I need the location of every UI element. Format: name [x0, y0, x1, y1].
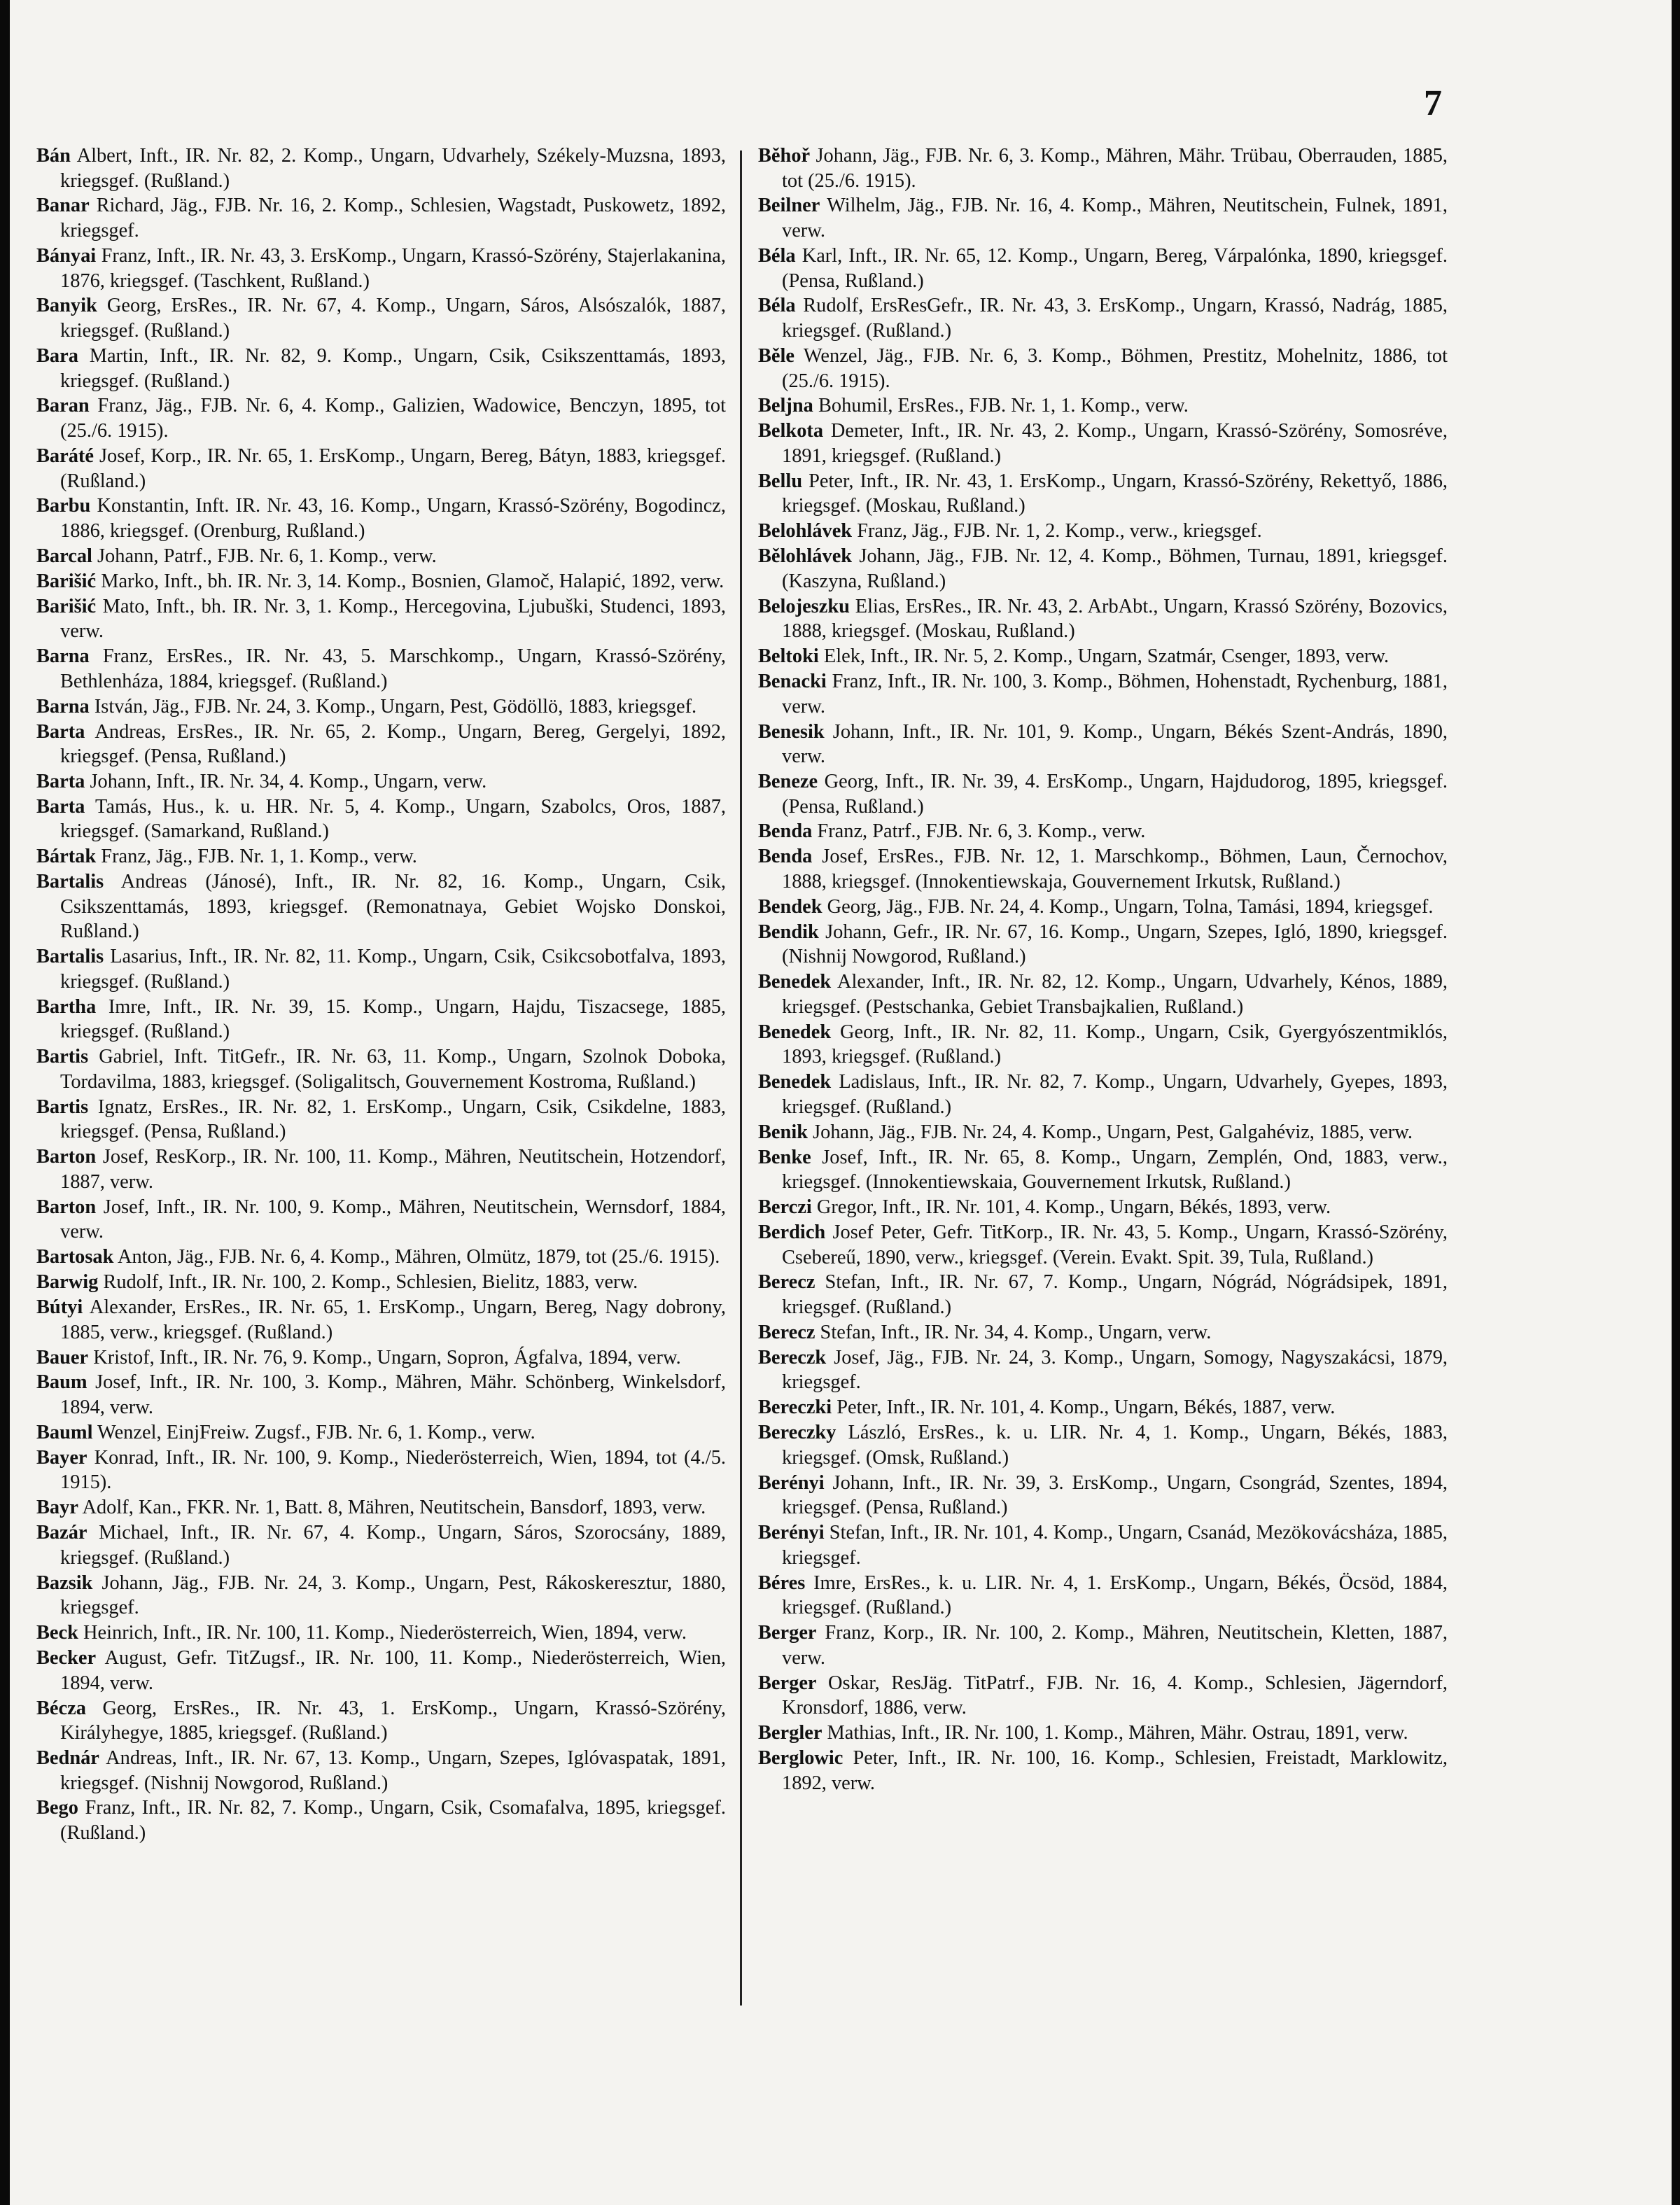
entry-surname: Barišić — [36, 595, 97, 617]
entry-details: Karl, Inft., IR. Nr. 65, 12. Komp., Ungarn, Bereg, Várpalónka, 1890, kriegsgef. (Pensa, Rußland.) — [782, 244, 1448, 292]
entry-details: Josef, Inft., IR. Nr. 65, 8. Komp., Ungarn, Zemplén, Ond, 1883, verw., kriegsgef. (Innokentiewskaia, Gouvernement Irkutsk, Rußland.) — [782, 1146, 1448, 1194]
entry-details: Heinrich, Inft., IR. Nr. 100, 11. Komp., Niederösterreich, Wien, 1894, verw. — [78, 1622, 687, 1644]
entry-surname: Barišić — [36, 570, 97, 592]
entry-surname: Bútyi — [36, 1296, 83, 1319]
right-column — [758, 144, 1448, 1795]
list-entry — [758, 1320, 1448, 1345]
entry-details: Georg, ErsRes., IR. Nr. 43, 1. ErsKomp., Ungarn, Krassó-Szörény, Királyhegye, 1885, kriegsgef. (Rußland.) — [60, 1697, 726, 1744]
entry-surname: Baum — [36, 1371, 88, 1394]
entry-details: Johann, Jäg., FJB. Nr. 6, 3. Komp., Mähren, Mähr. Trübau, Oberrauden, 1885, tot (25./6. 1915). — [782, 145, 1448, 192]
entry-details: Tamás, Hus., k. u. HR. Nr. 5, 4. Komp., Ungarn, Szabolcs, Oros, 1887, kriegsgef. (Samarkand, Rußland.) — [60, 795, 726, 843]
entry-surname: Bělohlávek — [758, 545, 853, 568]
entry-details: Andreas, Inft., IR. Nr. 67, 13. Komp., Ungarn, Szepes, Iglóvaspatak, 1891, kriegsgef. (Nishnij Nowgorod, Rußland.) — [60, 1746, 726, 1794]
list-entry — [758, 1145, 1448, 1195]
entry-surname: Bartalis — [36, 946, 104, 968]
entry-surname: Barton — [36, 1146, 97, 1168]
entry-details: Franz, Korp., IR. Nr. 100, 2. Komp., Mähren, Neutitschein, Kletten, 1887, verw. — [782, 1622, 1448, 1669]
list-entry — [36, 1245, 726, 1270]
entry-surname: Beljna — [758, 395, 813, 417]
list-entry — [758, 1571, 1448, 1620]
list-entry — [36, 1520, 726, 1570]
entry-details: Georg, Jäg., FJB. Nr. 24, 4. Komp., Ungarn, Tolna, Tamási, 1894, kriegsgef. — [822, 895, 1434, 918]
entry-surname: Barta — [36, 720, 85, 743]
entry-surname: Berecz — [758, 1321, 816, 1343]
list-entry — [36, 1620, 726, 1646]
entry-details: Lasarius, Inft., IR. Nr. 82, 11. Komp., Ungarn, Csik, Csikcsobotfalva, 1893, kriegsgef. (Rußland.) — [60, 946, 726, 993]
entry-details: Josef, Inft., IR. Nr. 100, 9. Komp., Mähren, Neutitschein, Wernsdorf, 1884, verw. — [60, 1196, 726, 1243]
entry-details: Franz, Inft., IR. Nr. 43, 3. ErsKomp., Ungarn, Krassó-Szörény, Stajerlakanina, 1876, kriegsgef. (Taschkent, Rußland.) — [60, 244, 726, 292]
entry-surname: Bego — [36, 1797, 78, 1819]
list-entry — [36, 1370, 726, 1420]
list-entry — [758, 920, 1448, 969]
entry-surname: Bereczk — [758, 1346, 827, 1368]
entry-surname: Benke — [758, 1146, 811, 1168]
list-entry — [36, 844, 726, 869]
entry-surname: Bara — [36, 344, 78, 367]
list-entry — [36, 1270, 726, 1295]
entry-surname: Béres — [758, 1572, 806, 1594]
list-entry — [758, 1420, 1448, 1470]
list-entry — [758, 519, 1448, 544]
entry-details: Kristof, Inft., IR. Nr. 76, 9. Komp., Ungarn, Sopron, Ágfalva, 1894, verw. — [88, 1346, 681, 1368]
entry-details: Josef, ErsRes., FJB. Nr. 12, 1. Marschkomp., Böhmen, Laun, Černochov, 1888, kriegsgef. (Innokentiewskaja, Gouvernement Irkutsk, Rußland.) — [782, 846, 1448, 892]
entry-surname: Bereczky — [758, 1422, 836, 1444]
entry-surname: Bayer — [36, 1446, 88, 1469]
entry-details: Georg, Inft., IR. Nr. 82, 11. Komp., Ungarn, Csik, Gyergyószentmiklós, 1893, kriegsgef. (Rußland.) — [782, 1021, 1448, 1068]
entry-details: Stefan, Inft., IR. Nr. 101, 4. Komp., Ungarn, Csanád, Mezökovácsháza, 1885, kriegsgef. — [782, 1522, 1448, 1569]
list-entry — [758, 393, 1448, 419]
list-entry — [36, 1044, 726, 1094]
entry-details: Bohumil, ErsRes., FJB. Nr. 1, 1. Komp., verw. — [813, 395, 1189, 417]
list-entry — [758, 1345, 1448, 1395]
entry-surname: Berglowic — [758, 1746, 844, 1769]
entry-details: Josef, ResKorp., IR. Nr. 100, 11. Komp., Mähren, Neutitschein, Hotzendorf, 1887, verw. — [60, 1146, 726, 1193]
list-entry — [36, 344, 726, 393]
entry-details: Imre, ErsRes., k. u. LIR. Nr. 4, 1. ErsKomp., Ungarn, Békés, Öcsöd, 1884, kriegsgef. (Rußland.) — [782, 1572, 1448, 1619]
entry-details: Wenzel, EinjFreiw. Zugsf., FJB. Nr. 6, 1. Komp., verw. — [92, 1421, 536, 1443]
list-entry — [758, 1020, 1448, 1070]
list-entry — [758, 895, 1448, 920]
entry-details: Johann, Inft., IR. Nr. 34, 4. Komp., Ungarn, verw. — [85, 771, 487, 792]
list-entry — [758, 1471, 1448, 1520]
entry-surname: Bécza — [36, 1697, 86, 1719]
list-entry — [758, 1395, 1448, 1420]
entry-surname: Berényi — [758, 1522, 825, 1544]
entry-details: Alexander, Inft., IR. Nr. 82, 12. Komp., Ungarn, Udvarhely, Kénos, 1889, kriegsgef. (Pestschanka, Gebiet Transbajkalien, Rußland.) — [782, 971, 1448, 1018]
scan-edge-right — [1672, 0, 1680, 2205]
entry-details: Oskar, ResJäg. TitPatrf., FJB. Nr. 16, 4. Komp., Schlesien, Jägerndorf, Kronsdorf, 1886, verw. — [782, 1672, 1448, 1719]
list-entry — [36, 393, 726, 443]
entry-details: Franz, Jäg., FJB. Nr. 1, 2. Komp., verw., kriegsgef. — [852, 520, 1262, 542]
entry-details: László, ErsRes., k. u. LIR. Nr. 4, 1. Komp., Ungarn, Békés, 1883, kriegsgef. (Omsk, Rußland.) — [782, 1422, 1448, 1469]
list-entry — [36, 1571, 726, 1620]
list-entry — [758, 1220, 1448, 1270]
entry-details: Franz, ErsRes., IR. Nr. 43, 5. Marschkomp., Ungarn, Krassó-Szörény, Bethlenháza, 1884, kriegsgef. (Rußland.) — [60, 645, 726, 692]
entry-details: Franz, Patrf., FJB. Nr. 6, 3. Komp., verw. — [812, 820, 1146, 843]
entry-details: Adolf, Kan., FKR. Nr. 1, Batt. 8, Mähren, Neutitschein, Bansdorf, 1893, verw. — [78, 1497, 706, 1519]
list-entry — [758, 344, 1448, 393]
entry-details: Mato, Inft., bh. IR. Nr. 3, 1. Komp., Hercegovina, Ljubuški, Studenci, 1893, verw. — [60, 595, 726, 643]
entry-surname: Baráté — [36, 444, 94, 467]
list-entry — [758, 644, 1448, 669]
list-entry — [36, 444, 726, 493]
entry-surname: Benacki — [758, 671, 827, 693]
entry-surname: Benik — [758, 1121, 808, 1143]
list-entry — [758, 1070, 1448, 1119]
list-entry — [758, 469, 1448, 519]
entry-details: Rudolf, ErsResGefr., IR. Nr. 43, 3. ErsKomp., Ungarn, Krassó, Nadrág, 1885, kriegsgef. (Rußland.) — [782, 295, 1448, 342]
entry-surname: Barta — [36, 795, 85, 818]
list-entry — [758, 1746, 1448, 1795]
entry-surname: Bayr — [36, 1497, 78, 1519]
list-entry — [36, 694, 726, 720]
list-entry — [36, 1795, 726, 1845]
entry-details: Martin, Inft., IR. Nr. 82, 9. Komp., Ungarn, Csik, Csikszenttamás, 1893, kriegsgef. (Rußland.) — [60, 344, 726, 392]
entry-surname: Banar — [36, 195, 90, 217]
entry-surname: Becker — [36, 1647, 97, 1670]
entry-details: Georg, Inft., IR. Nr. 39, 4. ErsKomp., Ungarn, Hajdudorog, 1895, kriegsgef. (Pensa, Rußland.) — [782, 771, 1448, 818]
entry-surname: Belohlávek — [758, 520, 853, 542]
entry-surname: Barcal — [36, 545, 92, 567]
entry-details: Johann, Inft., IR. Nr. 39, 3. ErsKomp., Ungarn, Csongrád, Szentes, 1894, kriegsgef. (Pensa, Rußland.) — [782, 1471, 1448, 1519]
list-entry — [758, 1721, 1448, 1746]
entry-details: Stefan, Inft., IR. Nr. 34, 4. Komp., Ungarn, verw. — [815, 1321, 1212, 1343]
list-entry — [758, 819, 1448, 844]
list-entry — [36, 1195, 726, 1245]
entry-details: Franz, Inft., IR. Nr. 82, 7. Komp., Ungarn, Csik, Csomafalva, 1895, kriegsgef. (Rußland.) — [60, 1797, 726, 1844]
entry-surname: Bergler — [758, 1722, 822, 1744]
entry-surname: Belkota — [758, 420, 824, 442]
list-entry — [36, 1420, 726, 1446]
entry-details: Josef, Jäg., FJB. Nr. 24, 3. Komp., Ungarn, Somogy, Nagyszakácsi, 1879, kriegsgef. — [782, 1346, 1448, 1394]
entry-details: Demeter, Inft., IR. Nr. 43, 2. Komp., Ungarn, Krassó-Szörény, Somosréve, 1891, kriegsgef. (Rußland.) — [782, 420, 1448, 467]
list-entry — [758, 769, 1448, 819]
entry-surname: Barbu — [36, 495, 91, 517]
list-entry — [758, 1195, 1448, 1220]
entry-details: Elek, Inft., IR. Nr. 5, 2. Komp., Ungarn, Szatmár, Csenger, 1893, verw. — [818, 645, 1390, 668]
entry-details: Peter, Inft., IR. Nr. 43, 1. ErsKomp., Ungarn, Krassó-Szörény, Rekettyő, 1886, kriegsgef. (Moskau, Rußland.) — [782, 470, 1448, 517]
list-entry — [36, 1144, 726, 1194]
page-number: 7 — [1424, 83, 1442, 123]
list-entry — [758, 144, 1448, 193]
entry-details: Peter, Inft., IR. Nr. 101, 4. Komp., Ungarn, Békés, 1887, verw. — [832, 1396, 1336, 1419]
entry-surname: Bednár — [36, 1746, 99, 1769]
list-entry — [36, 1446, 726, 1495]
entry-surname: Beneze — [758, 771, 818, 792]
list-entry — [758, 193, 1448, 243]
entry-surname: Béla — [758, 295, 796, 317]
list-entry — [36, 944, 726, 994]
list-entry — [36, 594, 726, 644]
list-entry — [758, 594, 1448, 644]
list-entry — [36, 644, 726, 694]
entry-surname: Bauer — [36, 1346, 89, 1368]
entry-surname: Barna — [36, 695, 90, 718]
entry-surname: Beltoki — [758, 645, 819, 668]
list-entry — [36, 1295, 726, 1345]
list-entry — [36, 1646, 726, 1695]
list-entry — [36, 995, 726, 1044]
entry-surname: Benedek — [758, 971, 832, 993]
list-entry — [36, 293, 726, 343]
entry-surname: Běhoř — [758, 145, 811, 167]
list-entry — [36, 569, 726, 594]
list-entry — [36, 869, 726, 944]
entry-surname: Bártak — [36, 846, 97, 868]
entry-details: August, Gefr. TitZugsf., IR. Nr. 100, 11. Komp., Niederösterreich, Wien, 1894, verw. — [60, 1647, 726, 1694]
entry-surname: Bányai — [36, 244, 97, 267]
list-entry — [758, 1620, 1448, 1670]
list-entry — [36, 144, 726, 193]
list-entry — [758, 419, 1448, 468]
list-entry — [758, 1270, 1448, 1320]
entry-details: Konrad, Inft., IR. Nr. 100, 9. Komp., Niederösterreich, Wien, 1894, tot (4./5. 1915). — [60, 1446, 726, 1494]
list-entry — [36, 794, 726, 844]
entry-surname: Belojeszku — [758, 595, 850, 617]
entry-details: Andreas, ErsRes., IR. Nr. 65, 2. Komp., Ungarn, Bereg, Gergelyi, 1892, kriegsgef. (Pensa, Rußland.) — [60, 720, 726, 768]
entry-details: Josef, Inft., IR. Nr. 100, 3. Komp., Mähren, Mähr. Schönberg, Winkelsdorf, 1894, verw. — [60, 1371, 726, 1418]
entry-details: Stefan, Inft., IR. Nr. 67, 7. Komp., Ungarn, Nógrád, Nógrádsipek, 1891, kriegsgef. (Rußland.) — [782, 1271, 1448, 1319]
entry-surname: Berger — [758, 1672, 817, 1694]
entry-details: Josef Peter, Gefr. TitKorp., IR. Nr. 43, 5. Komp., Ungarn, Krassó-Szörény, Csebereű, 1890, verw., kriegsgef. (Verein. Evakt. Spit. 39, Tula, Rußland.) — [782, 1221, 1448, 1268]
entry-surname: Bereczki — [758, 1396, 832, 1419]
entry-surname: Berecz — [758, 1271, 816, 1294]
entry-details: Franz, Jäg., FJB. Nr. 1, 1. Komp., verw. — [96, 846, 417, 868]
left-column — [36, 144, 726, 1846]
entry-details: Franz, Jäg., FJB. Nr. 6, 4. Komp., Galizien, Wadowice, Benczyn, 1895, tot (25./6. 1915). — [60, 395, 726, 442]
entry-details: Johann, Inft., IR. Nr. 101, 9. Komp., Ungarn, Békés Szent-András, 1890, verw. — [782, 720, 1448, 768]
entry-details: Johann, Gefr., IR. Nr. 67, 16. Komp., Ungarn, Szepes, Igló, 1890, kriegsgef. (Nishnij Nowgorod, Rußland.) — [782, 920, 1448, 968]
entry-surname: Benda — [758, 820, 813, 843]
entry-surname: Barton — [36, 1196, 97, 1218]
entry-surname: Bauml — [36, 1421, 93, 1443]
entry-details: Michael, Inft., IR. Nr. 67, 4. Komp., Ungarn, Sáros, Szorocsány, 1889, kriegsgef. (Rußland.) — [60, 1522, 726, 1569]
entry-details: Johann, Patrf., FJB. Nr. 6, 1. Komp., verw. — [92, 545, 437, 567]
column-divider — [740, 150, 742, 2005]
entry-details: Ladislaus, Inft., IR. Nr. 82, 7. Komp., Ungarn, Udvarhely, Gyepes, 1893, kriegsgef. (Rußland.) — [782, 1071, 1448, 1118]
entry-surname: Bazsik — [36, 1572, 93, 1594]
entry-surname: Beck — [36, 1622, 78, 1644]
list-entry — [758, 293, 1448, 343]
entry-details: Marko, Inft., bh. IR. Nr. 3, 14. Komp., Bosnien, Glamoč, Halapić, 1892, verw. — [96, 570, 724, 592]
list-entry — [758, 244, 1448, 293]
list-entry — [36, 493, 726, 543]
entry-surname: Benda — [758, 846, 813, 868]
list-entry — [758, 544, 1448, 594]
entry-details: Andreas (Jánosé), Inft., IR. Nr. 82, 16. Komp., Ungarn, Csik, Csikszenttamás, 1893, kriegsgef. (Remonatnaya, Gebiet Wojsko Donskoi, Rußland.) — [60, 871, 726, 943]
entry-surname: Barwig — [36, 1271, 99, 1294]
entry-surname: Bartis — [36, 1096, 89, 1118]
list-entry — [36, 244, 726, 293]
entry-surname: Bartha — [36, 995, 97, 1018]
entry-surname: Beilner — [758, 195, 820, 217]
entry-details: Franz, Inft., IR. Nr. 100, 3. Komp., Böhmen, Hohenstadt, Rychenburg, 1881, verw. — [782, 671, 1448, 718]
entry-surname: Bartosak — [36, 1246, 114, 1268]
entry-surname: Benedek — [758, 1071, 832, 1093]
entry-details: Elias, ErsRes., IR. Nr. 43, 2. ArbAbt., Ungarn, Krassó Szörény, Bozovics, 1888, kriegsgef. (Moskau, Rußland.) — [782, 595, 1448, 643]
list-entry — [36, 1746, 726, 1795]
entry-surname: Bartis — [36, 1046, 89, 1068]
entry-surname: Bán — [36, 145, 71, 167]
list-entry — [36, 1696, 726, 1746]
entry-details: István, Jäg., FJB. Nr. 24, 3. Komp., Ungarn, Pest, Gödöllö, 1883, kriegsgef. — [89, 695, 697, 718]
entry-surname: Berényi — [758, 1471, 825, 1494]
list-entry — [758, 844, 1448, 894]
entry-surname: Bendik — [758, 920, 819, 943]
entry-details: Wilhelm, Jäg., FJB. Nr. 16, 4. Komp., Mähren, Neutitschein, Fulnek, 1891, verw. — [782, 195, 1448, 242]
entry-surname: Bendek — [758, 895, 822, 918]
entry-surname: Berger — [758, 1622, 817, 1644]
entry-surname: Bazár — [36, 1522, 88, 1544]
entry-details: Wenzel, Jäg., FJB. Nr. 6, 3. Komp., Böhmen, Prestitz, Mohelnitz, 1886, tot (25./6. 1915). — [782, 344, 1448, 392]
entry-details: Albert, Inft., IR. Nr. 82, 2. Komp., Ungarn, Udvarhely, Székely-Muzsna, 1893, kriegsgef. (Rußland.) — [60, 145, 726, 192]
list-entry — [758, 969, 1448, 1019]
entry-surname: Barta — [36, 771, 85, 792]
list-entry — [758, 669, 1448, 719]
entry-surname: Banyik — [36, 295, 97, 317]
entry-details: Johann, Jäg., FJB. Nr. 12, 4. Komp., Böhmen, Turnau, 1891, kriegsgef. (Kaszyna, Rußland.) — [782, 545, 1448, 592]
entry-surname: Berczi — [758, 1196, 812, 1219]
entry-surname: Bellu — [758, 470, 803, 492]
entry-details: Rudolf, Inft., IR. Nr. 100, 2. Komp., Schlesien, Bielitz, 1883, verw. — [98, 1271, 638, 1294]
entry-surname: Béla — [758, 244, 796, 267]
scan-edge-left — [0, 0, 10, 2205]
entry-details: Peter, Inft., IR. Nr. 100, 16. Komp., Schlesien, Freistadt, Marklowitz, 1892, verw. — [782, 1746, 1448, 1794]
entry-surname: Benedek — [758, 1021, 832, 1043]
list-entry — [36, 193, 726, 243]
entry-details: Anton, Jäg., FJB. Nr. 6, 4. Komp., Mähren, Olmütz, 1879, tot (25./6. 1915). — [113, 1246, 720, 1268]
list-entry — [758, 1120, 1448, 1145]
entry-details: Richard, Jäg., FJB. Nr. 16, 2. Komp., Schlesien, Wagstadt, Puskowetz, 1892, kriegsgef. — [60, 195, 726, 242]
entry-surname: Běle — [758, 344, 795, 367]
entry-details: Konstantin, Inft. IR. Nr. 43, 16. Komp., Ungarn, Krassó-Szörény, Bogodincz, 1886, kriegsgef. (Orenburg, Rußland.) — [60, 495, 726, 542]
entry-details: Gabriel, Inft. TitGefr., IR. Nr. 63, 11. Komp., Ungarn, Szolnok Doboka, Tordavilma, 1883, kriegsgef. (Soligalitsch, Gouvernement Kostroma, Rußland.) — [60, 1046, 726, 1093]
list-entry — [36, 1345, 726, 1371]
entry-details: Imre, Inft., IR. Nr. 39, 15. Komp., Ungarn, Hajdu, Tiszacsege, 1885, kriegsgef. (Rußland.) — [60, 995, 726, 1043]
entry-details: Alexander, ErsRes., IR. Nr. 65, 1. ErsKomp., Ungarn, Bereg, Nagy dobrony, 1885, verw., kriegsgef. (Rußland.) — [60, 1296, 726, 1343]
list-entry — [36, 720, 726, 769]
list-entry — [758, 1671, 1448, 1721]
entry-surname: Barna — [36, 645, 90, 668]
entry-surname: Berdich — [758, 1221, 826, 1243]
list-entry — [36, 544, 726, 569]
entry-details: Josef, Korp., IR. Nr. 65, 1. ErsKomp., Ungarn, Bereg, Bátyn, 1883, kriegsgef. (Rußland.) — [60, 444, 726, 492]
entry-details: Gregor, Inft., IR. Nr. 101, 4. Komp., Ungarn, Békés, 1893, verw. — [811, 1196, 1331, 1219]
list-entry — [758, 1520, 1448, 1570]
entry-details: Johann, Jäg., FJB. Nr. 24, 3. Komp., Ungarn, Pest, Rákoskeresztur, 1880, kriegsgef. — [60, 1572, 726, 1619]
entry-surname: Baran — [36, 395, 90, 417]
entry-details: Mathias, Inft., IR. Nr. 100, 1. Komp., Mähren, Mähr. Ostrau, 1891, verw. — [822, 1722, 1408, 1744]
list-entry — [36, 1495, 726, 1520]
entry-surname: Bartalis — [36, 871, 104, 893]
entry-details: Ignatz, ErsRes., IR. Nr. 82, 1. ErsKomp., Ungarn, Csik, Csikdelne, 1883, kriegsgef. (Pensa, Rußland.) — [60, 1096, 726, 1143]
list-entry — [36, 1095, 726, 1144]
entry-details: Johann, Jäg., FJB. Nr. 24, 4. Komp., Ungarn, Pest, Galgahéviz, 1885, verw. — [808, 1121, 1413, 1143]
entry-surname: Benesik — [758, 720, 825, 743]
entry-details: Georg, ErsRes., IR. Nr. 67, 4. Komp., Ungarn, Sáros, Alsószalók, 1887, kriegsgef. (Rußland.) — [60, 295, 726, 342]
list-entry — [758, 720, 1448, 769]
list-entry — [36, 769, 726, 794]
